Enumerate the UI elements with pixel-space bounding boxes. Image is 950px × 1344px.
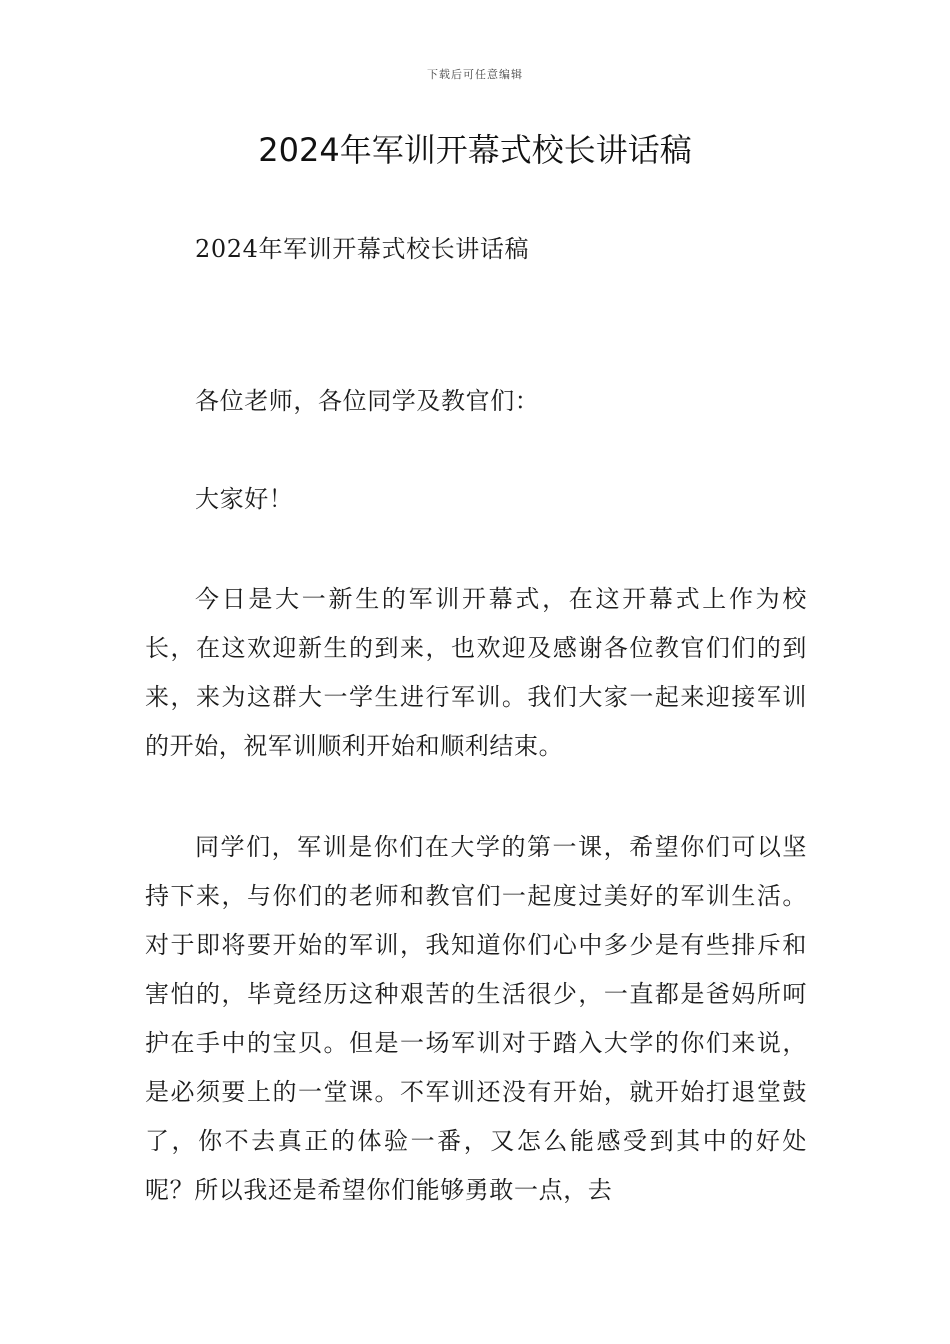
- salutation: 各位老师，各位同学及教官们：: [195, 387, 540, 415]
- paragraph-1: 今日是大一新生的军训开幕式，在这开幕式上作为校长，在这欢迎新生的到来，也欢迎及感谢各位教官们们的到来，来为这群大一学生进行军训。我们大家一起来迎接军训的开始，祝军训顺利开始和顺利结束。: [145, 585, 807, 760]
- paragraph-2: 同学们，军训是你们在大学的第一课，希望你们可以坚持下来，与你们的老师和教官们一起度过美好的军训生活。对于即将要开始的军训，我知道你们心中多少是有些排斥和害怕的，毕竟经历这种艰苦的生活很少，一直都是爸妈所呵护在手中的宝贝。但是一场军训对于踏入大学的你们来说，是必须要上的一堂课。不军训还没有开始，就开始打退堂鼓了，你不去真正的体验一番，又怎么能感受到其中的好处呢？所以我还是希望你们能够勇敢一点，去: [145, 833, 807, 1204]
- greeting-line: 大家好！: [195, 485, 294, 513]
- document-subtitle: 2024年军训开幕式校长讲话稿: [195, 235, 530, 263]
- document-title: 2024年军训开幕式校长讲话稿: [258, 131, 692, 169]
- header-note: 下载后可任意编辑: [427, 68, 523, 81]
